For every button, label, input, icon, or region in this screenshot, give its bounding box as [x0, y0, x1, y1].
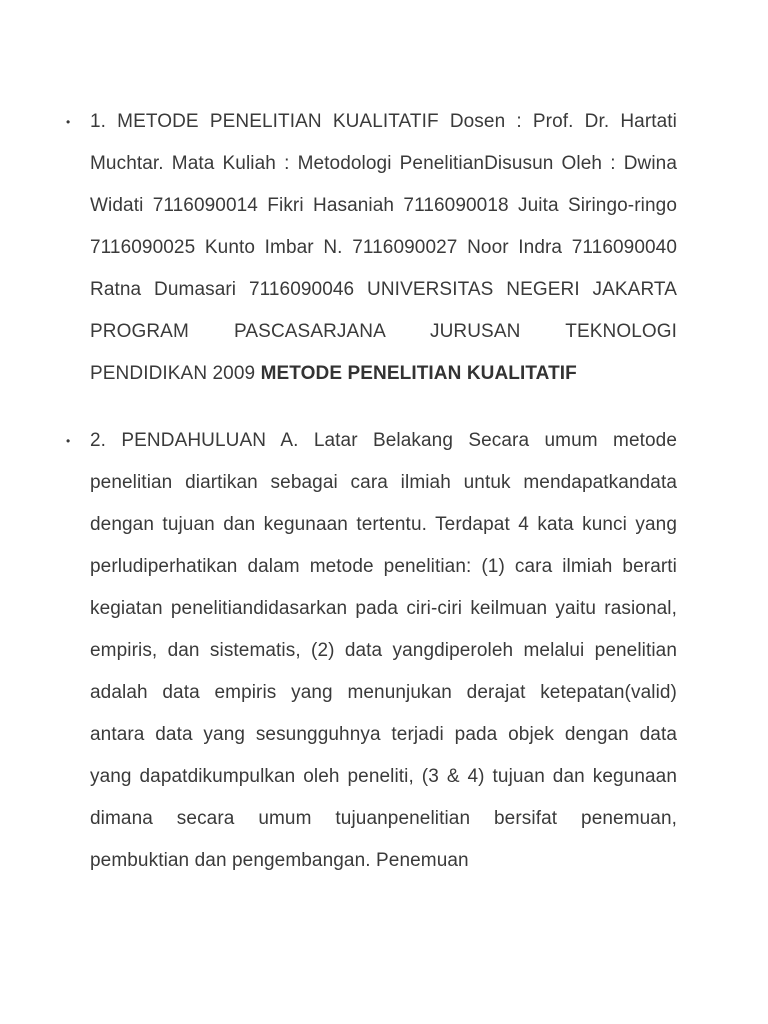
list-item [0, 420, 768, 882]
paragraph-1-bold-title: METODE PENELITIAN KUALITATIF [260, 363, 577, 384]
list-item [0, 101, 768, 395]
paragraph-1-text: 1. METODE PENELITIAN KUALITATIF Dosen : Prof. Dr. Hartati Muchtar. Mata Kuliah : Metodologi PenelitianDisusun Oleh : Dwina Widati 7116090014 Fikri Hasaniah 7116090018 Juita Siringo-ringo 7116090025 Kunto Imbar N. 7116090027 Noor Indra 7116090040 Ratna Dumasari 7116090046 UNIVERSITAS NEGERI JAKARTA PROGRAM PASCASARJANA JURUSAN TEKNOLOGI PENDIDIKAN 2009 [90, 111, 677, 384]
paragraph-2 [90, 420, 677, 882]
paragraph-2-text: 2. PENDAHULUAN A. Latar Belakang Secara umum metode penelitian diartikan sebagai cara ilmiah untuk mendapatkandata dengan tujuan dan kegunaan tertentu. Terdapat 4 kata kunci yang perludiperhatikan dalam metode penelitian: (1) cara ilmiah berarti kegiatan penelitiandidasarkan pada ciri-ciri keilmuan yaitu rasional, empiris, dan sistematis, (2) data yangdiperoleh melalui penelitian adalah data empiris yang menunjukan derajat ketepatan(valid) antara data yang sesungguhnya terjadi pada objek dengan data yang dapatdikumpulkan oleh peneliti, (3 & 4) tujuan dan kegunaan dimana secara umum tujuanpenelitian bersifat penemuan, pembuktian dan pengembangan. Penemuan [90, 430, 677, 871]
paragraph-1 [90, 101, 677, 395]
bullet-icon: • [66, 434, 71, 448]
bullet-list [0, 101, 768, 907]
bullet-icon: • [66, 115, 71, 129]
